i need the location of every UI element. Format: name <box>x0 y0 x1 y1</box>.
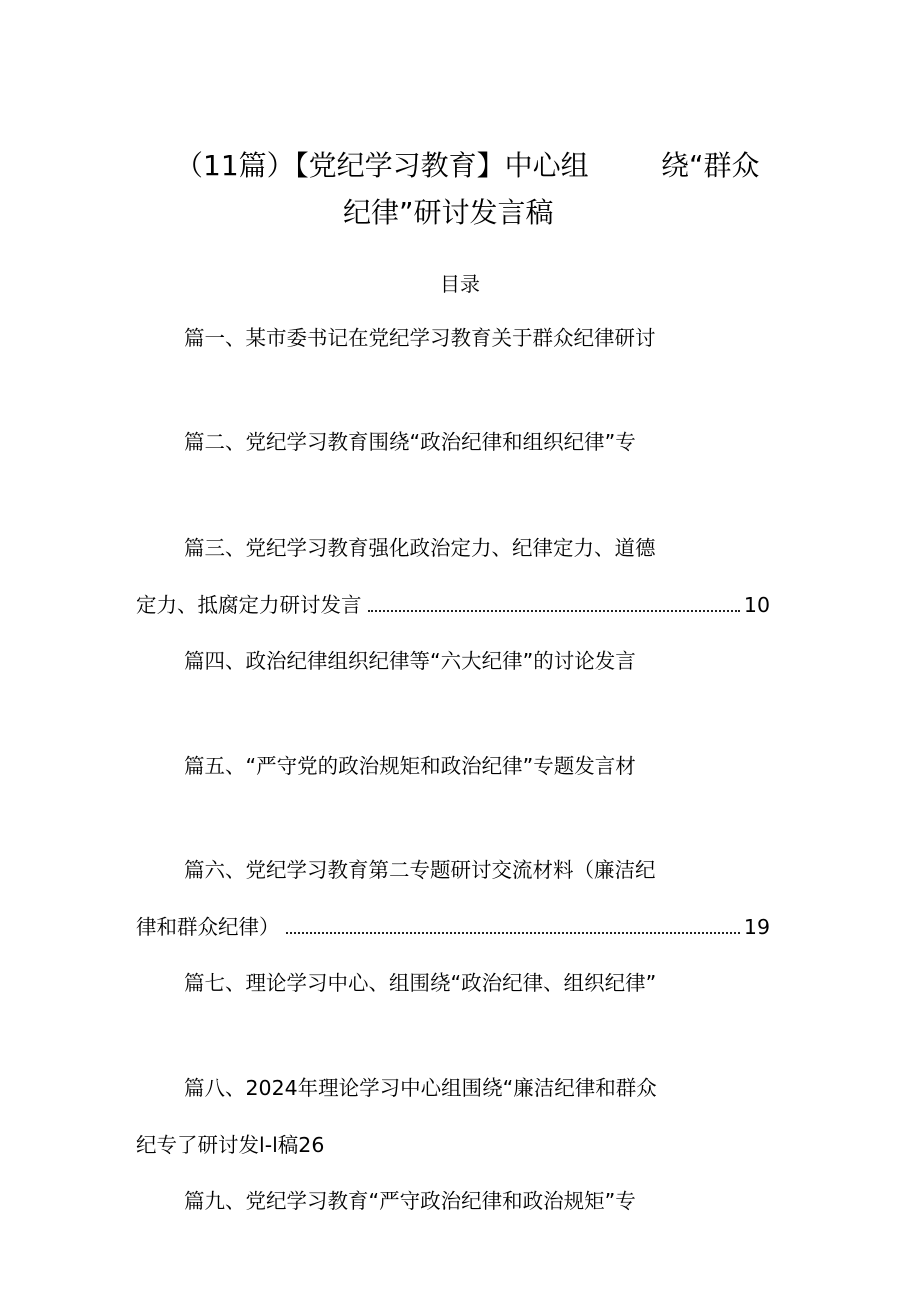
dot-leader <box>368 609 740 612</box>
toc-entry-3-page-number: 10 <box>743 593 770 617</box>
toc-entry-3: 篇三、党纪学习教育强化政治定力、纪律定力、道德 <box>184 536 656 560</box>
toc-entry-2: 篇二、党纪学习教育围绕“政治纪律和组织纪律”专 <box>184 430 636 454</box>
toc-entry-6-continuation <box>136 912 770 942</box>
toc-heading: 目录 <box>440 272 480 296</box>
document-title-line-1a: （11篇）【党纪学习教育】中心组 <box>175 149 589 182</box>
toc-entry-3-continuation <box>136 590 770 620</box>
toc-entry-9: 篇九、党纪学习教育“严守政治纪律和政治规矩”专 <box>184 1189 636 1213</box>
toc-entry-6: 篇六、党纪学习教育第二专题研讨交流材料（廉洁纪 <box>184 858 656 882</box>
dot-leader <box>286 931 740 934</box>
document-title-line-1b: 绕“群众 <box>661 149 760 182</box>
toc-entry-8: 篇八、2024年理论学习中心组围绕“廉洁纪律和群众 <box>184 1076 657 1100</box>
toc-entry-8-line2: 纪专了研讨发l-l稿26 <box>136 1133 325 1157</box>
toc-entry-6-line2: 律和群众纪律） <box>136 915 280 939</box>
toc-entry-7: 篇七、理论学习中心、组围绕“政治纪律、组织纪律” <box>184 971 657 995</box>
toc-entry-6-page-number: 19 <box>743 915 770 939</box>
toc-entry-5: 篇五、“严守党的政治规矩和政治纪律”专题发言材 <box>184 754 636 778</box>
toc-entry-4: 篇四、政治纪律组织纪律等“六大纪律”的讨论发言 <box>184 649 636 673</box>
document-title-line-2: 纪律”研讨发言稿 <box>343 196 554 229</box>
toc-entry-3-line2: 定力、抵腐定力研讨发言 <box>136 593 362 617</box>
toc-entry-1: 篇一、某市委书记在党纪学习教育关于群众纪律研讨 <box>184 326 656 350</box>
